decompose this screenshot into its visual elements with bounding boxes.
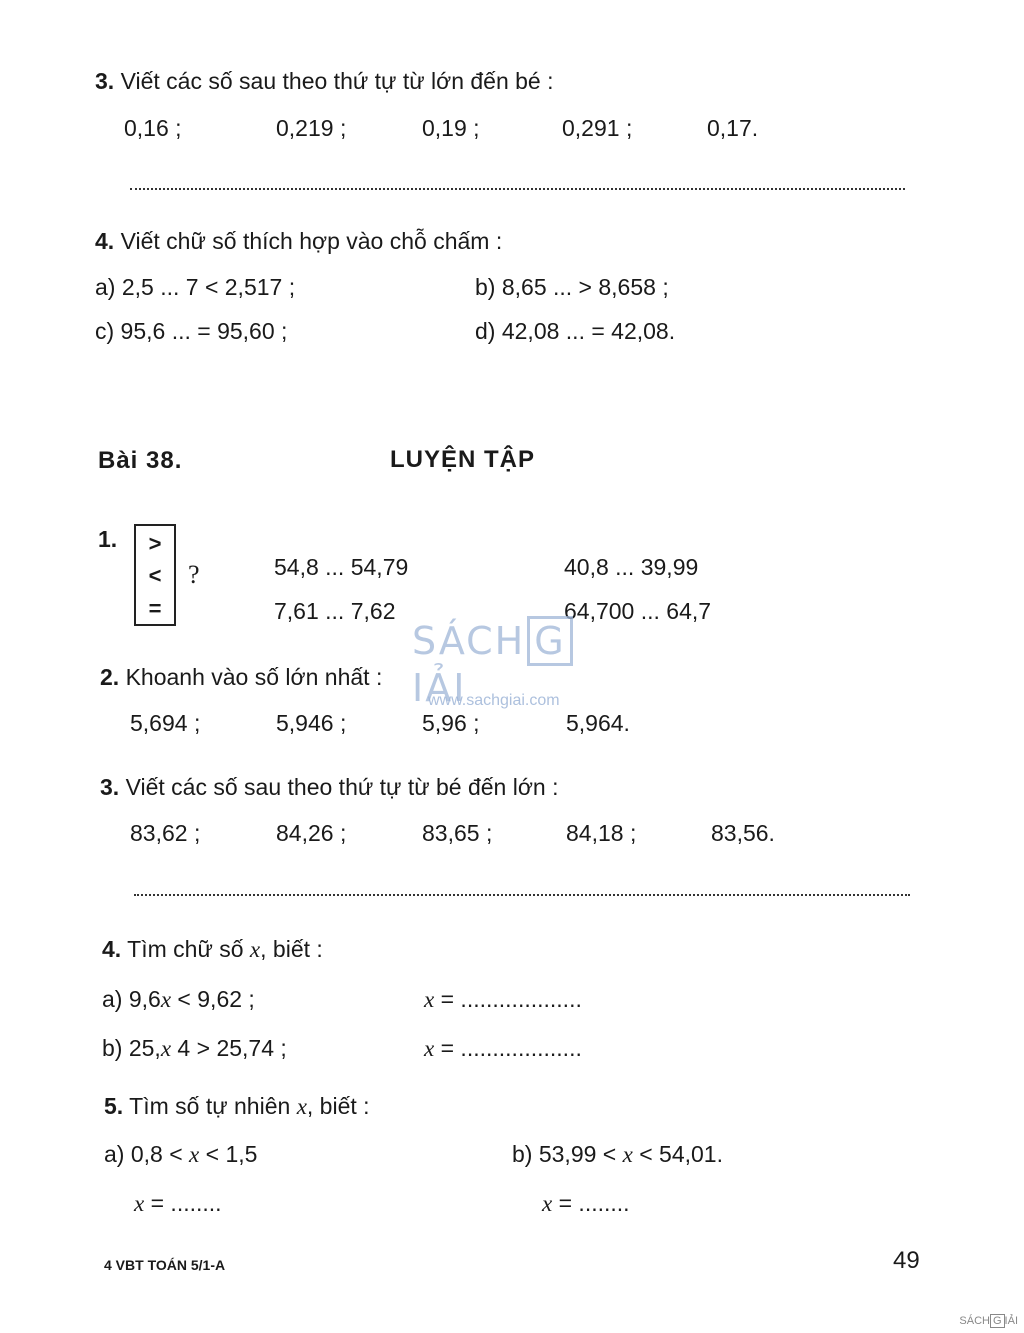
lesson-title: LUYỆN TẬP — [390, 446, 536, 473]
footer-book-code: 4 VBT TOÁN 5/1-A — [104, 1257, 226, 1273]
ex4-b-post: 4 > 25,74 ; — [171, 1035, 287, 1061]
prev-ex4-a: a) 2,5 ... 7 < 2,517 ; — [95, 274, 296, 300]
ex3-value-3: 83,65 ; — [422, 820, 493, 846]
ex1-comparison-4: 64,700 ... 64,7 — [564, 598, 712, 624]
symbol-equal: = — [148, 596, 162, 621]
ex4-b-answer-blank: = ................... — [434, 1035, 582, 1061]
prev-ex4-b: b) 8,65 ... > 8,658 ; — [475, 274, 669, 300]
comparison-symbol-box — [134, 524, 176, 626]
watermark-text-pre: SÁCH — [412, 619, 526, 663]
page-number: 49 — [893, 1247, 920, 1274]
symbol-greater: > — [148, 531, 162, 556]
ex5-text-after: , biết : — [306, 1093, 370, 1119]
ex4-a-pre: a) 9,6 — [102, 986, 161, 1012]
ex5-a-post: < 1,5 — [199, 1141, 258, 1167]
ex3-answer-line — [134, 894, 910, 896]
ex5-heading — [104, 1093, 370, 1120]
prev-ex4-c: c) 95,6 ... = 95,60 ; — [95, 318, 288, 344]
prev-ex4-d: d) 42,08 ... = 42,08. — [475, 318, 676, 344]
ex5-variable: x — [296, 1094, 307, 1119]
ex4-a-variable: x — [160, 987, 172, 1012]
ex5-number: 5. — [104, 1093, 124, 1119]
prev-ex3-answer-line — [130, 188, 905, 190]
lesson-label: Bài 38. — [98, 447, 183, 474]
ex5-a — [104, 1141, 257, 1168]
ex5-text-before: Tìm số tự nhiên — [129, 1093, 291, 1119]
ex3-number: 3. — [100, 774, 120, 800]
ex3-heading — [100, 774, 559, 801]
ex4-number: 4. — [102, 936, 122, 962]
ex4-a-answer[interactable] — [424, 986, 582, 1013]
ex4-a-answer-blank: = ................... — [434, 986, 582, 1012]
prev-ex3-number: 3. — [95, 68, 115, 94]
ex4-text-before: Tìm chữ số — [127, 936, 244, 962]
ex5-a-pre: a) 0,8 < — [104, 1141, 190, 1167]
prev-ex3-value-1: 0,16 ; — [124, 115, 182, 141]
ex5-b-post: < 54,01. — [632, 1141, 723, 1167]
ex5-b-answer[interactable] — [542, 1190, 630, 1217]
prev-ex3-text: Viết các số sau theo thứ tự từ lớn đến bé : — [120, 68, 554, 94]
corner-logo-pre: SÁCH — [959, 1315, 990, 1327]
ex1-comparison-3: 7,61 ... 7,62 — [274, 598, 396, 624]
ex4-b — [102, 1035, 287, 1062]
ex5-b-pre: b) 53,99 < — [512, 1141, 623, 1167]
ex5-b-variable: x — [622, 1142, 633, 1167]
ex5-b-answer-variable: x — [542, 1191, 553, 1216]
ex1-question-mark: ? — [188, 560, 200, 589]
ex5-a-answer-variable: x — [134, 1191, 145, 1216]
ex1-comparison-1: 54,8 ... 54,79 — [274, 554, 409, 580]
prev-ex4-number: 4. — [95, 228, 115, 254]
ex4-a-answer-variable: x — [424, 987, 435, 1012]
watermark-url: www.sachgiai.com — [428, 692, 560, 709]
ex5-a-answer[interactable] — [134, 1190, 222, 1217]
ex4-b-answer-variable: x — [424, 1036, 435, 1061]
ex1-number: 1. — [98, 526, 118, 552]
ex2-value-2: 5,946 ; — [276, 710, 347, 736]
prev-ex3-value-4: 0,291 ; — [562, 115, 633, 141]
ex3-value-4: 84,18 ; — [566, 820, 637, 846]
ex4-b-answer[interactable] — [424, 1035, 582, 1062]
ex4-text-after: , biết : — [260, 936, 323, 962]
prev-ex3-value-5: 0,17. — [707, 115, 759, 141]
ex2-value-4: 5,964. — [566, 710, 630, 736]
prev-ex4-heading — [95, 228, 502, 255]
ex2-number: 2. — [100, 664, 120, 690]
ex4-variable: x — [249, 937, 261, 962]
ex2-value-3: 5,96 ; — [422, 710, 480, 736]
ex3-value-2: 84,26 ; — [276, 820, 347, 846]
ex4-a-post: < 9,62 ; — [171, 986, 255, 1012]
ex5-a-variable: x — [189, 1142, 200, 1167]
prev-ex3-value-3: 0,19 ; — [422, 115, 480, 141]
ex3-value-1: 83,62 ; — [130, 820, 201, 846]
ex1-comparison-2: 40,8 ... 39,99 — [564, 554, 699, 580]
symbol-less: < — [148, 563, 162, 588]
prev-ex3-heading — [95, 68, 554, 95]
ex4-b-variable: x — [160, 1036, 172, 1061]
prev-ex4-text: Viết chữ số thích hợp vào chỗ chấm : — [120, 228, 503, 254]
ex3-text: Viết các số sau theo thứ tự từ bé đến lớn : — [125, 774, 559, 800]
ex2-value-1: 5,694 ; — [130, 710, 201, 736]
ex4-b-pre: b) 25, — [102, 1035, 161, 1061]
ex2-heading — [100, 664, 382, 691]
ex5-a-answer-blank: = ........ — [144, 1190, 222, 1216]
ex4-a — [102, 986, 255, 1013]
corner-logo-post: IẢI — [1004, 1315, 1018, 1327]
ex3-value-5: 83,56. — [711, 820, 775, 846]
prev-ex3-value-2: 0,219 ; — [276, 115, 347, 141]
ex5-b-answer-blank: = ........ — [552, 1190, 630, 1216]
ex4-heading — [102, 936, 323, 963]
corner-logo-g-icon: G — [990, 1314, 1005, 1328]
watermark-text-post: IẢI — [412, 666, 467, 710]
ex5-b — [512, 1141, 723, 1168]
ex2-text: Khoanh vào số lớn nhất : — [125, 664, 383, 690]
watermark-g-icon: G — [527, 616, 572, 666]
corner-logo — [959, 1315, 1018, 1327]
